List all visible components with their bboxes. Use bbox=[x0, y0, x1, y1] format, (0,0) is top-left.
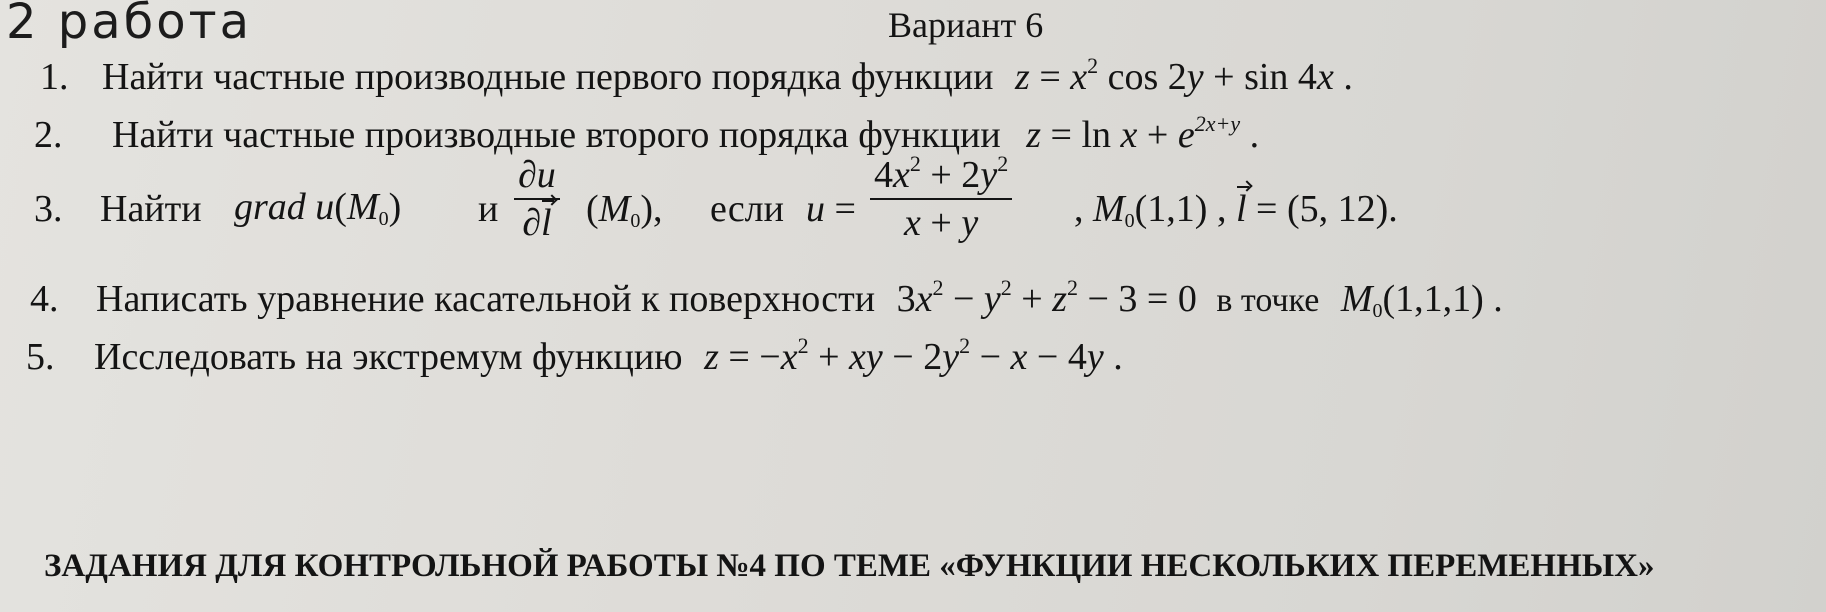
function-u-label: u = bbox=[806, 188, 856, 230]
task-formula: $z = x^2$ cos 2y + sin 4x . bbox=[1015, 53, 1353, 98]
task-4 bbox=[30, 275, 1503, 322]
task-text: Найти частные производные второго порядка функции bbox=[112, 114, 1001, 156]
task-number: 4. bbox=[30, 278, 59, 320]
point-and-vector: , $M_0(1,1)$ , l = (5, 12). bbox=[1074, 188, 1398, 232]
task-number: 3. bbox=[34, 188, 63, 230]
condition-word: если bbox=[710, 188, 784, 230]
conjunction-word: и bbox=[478, 188, 499, 230]
task-number: 5. bbox=[26, 336, 55, 378]
task-text: Найти bbox=[100, 188, 202, 230]
directional-derivative-point: $(M_0)$, bbox=[586, 188, 663, 232]
task-text: Написать уравнение касательной к поверхности bbox=[96, 278, 876, 320]
work-label: 2 работа bbox=[6, 0, 253, 50]
task-2 bbox=[34, 111, 1260, 156]
task-suffix: в точке bbox=[1216, 282, 1320, 319]
task-formula: $3x^2 - y^2 + z^2 - 3 = 0$ bbox=[896, 275, 1197, 320]
task-number: 2. bbox=[34, 114, 63, 156]
task-text: Найти частные производные первого порядка функции bbox=[102, 56, 994, 98]
task-5 bbox=[26, 333, 1123, 378]
task-text: Исследовать на экстремум функцию bbox=[94, 336, 683, 378]
gradient-expression: grad $u(M_0)$ bbox=[234, 186, 402, 230]
task-point: $M_0(1,1,1)$ . bbox=[1340, 278, 1503, 322]
task-formula: $z = \ln x + e^{2x+y}$ . bbox=[1026, 111, 1260, 156]
function-u-fraction: $\frac{4x^2 + 2y^2}{x + y}$ bbox=[870, 162, 1012, 248]
task-1 bbox=[40, 53, 1353, 98]
assignment-title: ЗАДАНИЯ ДЛЯ КОНТРОЛЬНОЙ РАБОТЫ №4 ПО ТЕМЕ «ФУНКЦИИ НЕСКОЛЬКИХ ПЕРЕМЕННЫХ» bbox=[44, 548, 1655, 584]
directional-derivative: $\frac{\partial u}{\partial l}$ bbox=[514, 162, 560, 248]
variant-title: Вариант 6 bbox=[888, 5, 1044, 45]
task-formula: $z = -x^2$ + xy − $2y^2 - x - 4y$ . bbox=[704, 333, 1123, 378]
task-number: 1. bbox=[40, 56, 69, 98]
